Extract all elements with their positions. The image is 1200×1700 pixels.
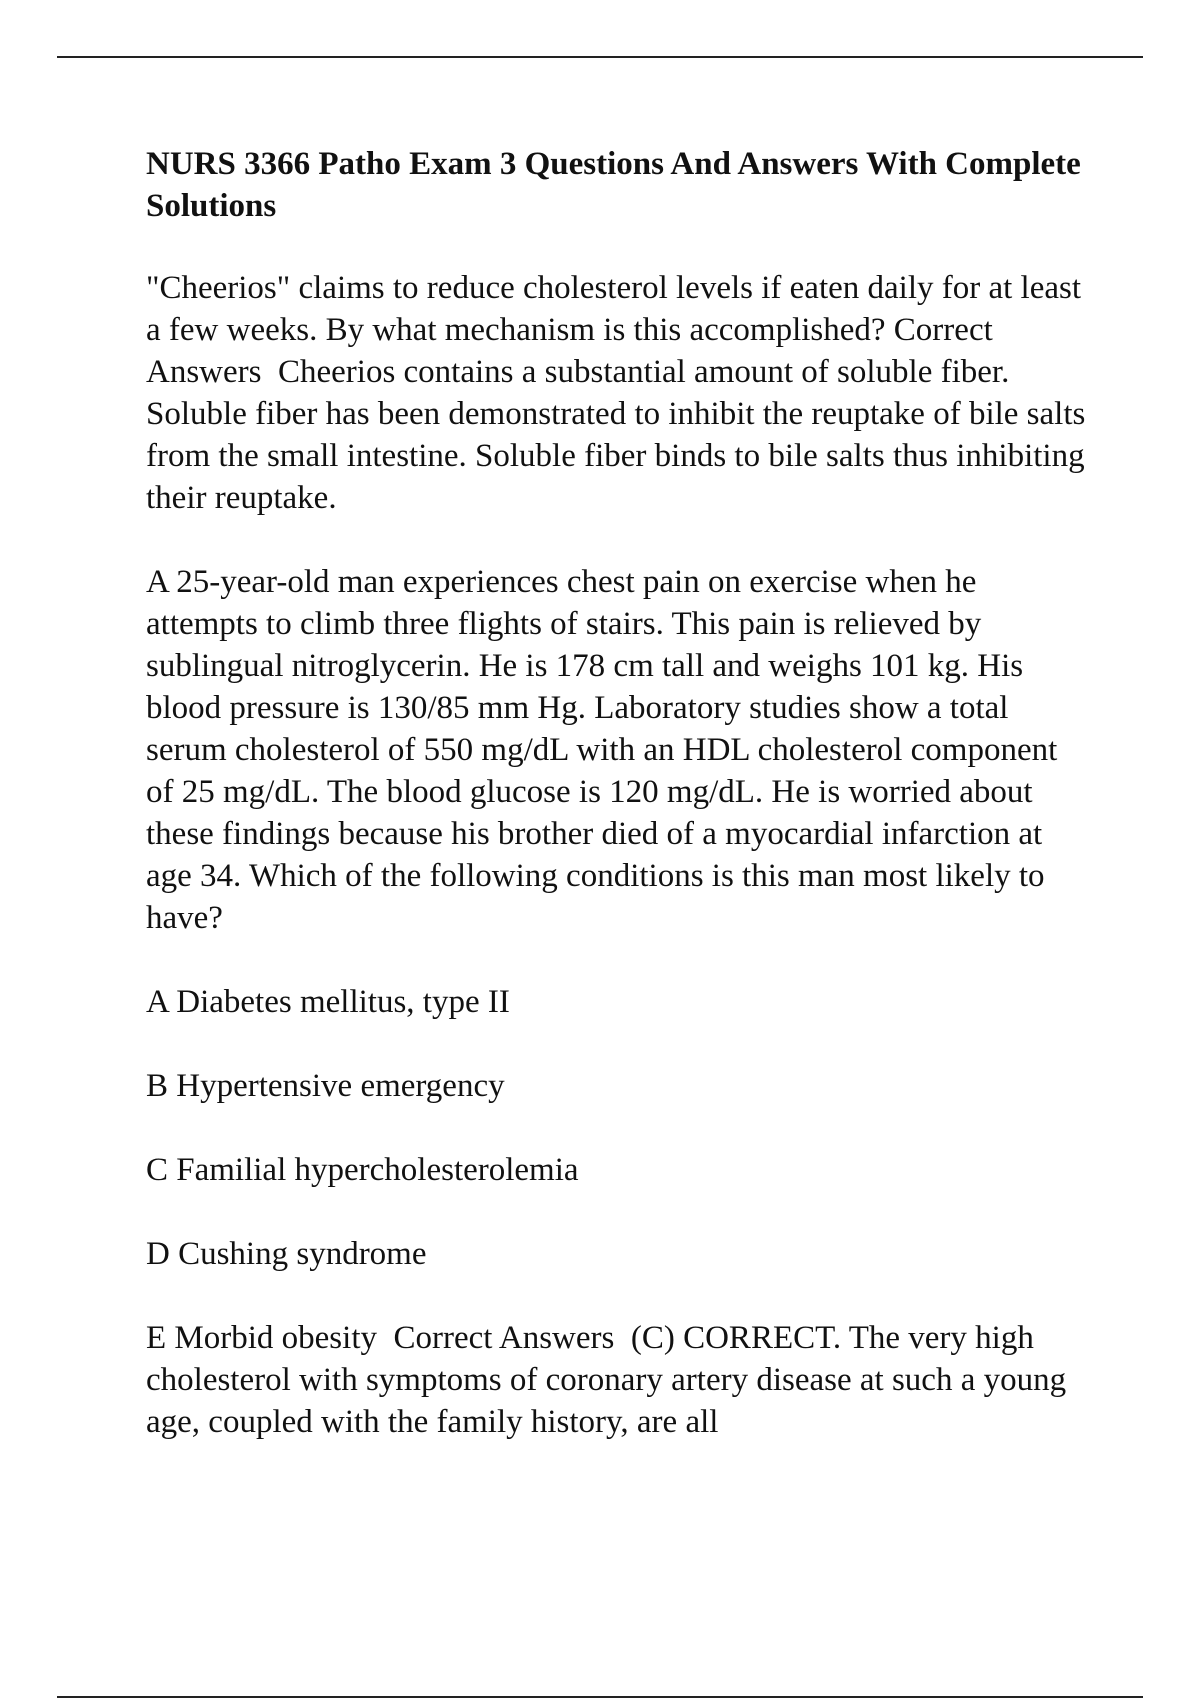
footer-rule: [57, 1696, 1143, 1698]
answer-option-a: A Diabetes mellitus, type II: [146, 984, 510, 1020]
answer-option-d: D Cushing syndrome: [146, 1236, 427, 1272]
document-title: NURS 3366 Patho Exam 3 Questions And Answers With Complete Solutions: [146, 146, 1081, 224]
answer-option-c: C Familial hypercholesterolemia: [146, 1152, 579, 1188]
answer-option-b: B Hypertensive emergency: [146, 1068, 505, 1104]
question-chest-pain-paragraph: A 25-year-old man experiences chest pain on exercise when he attempts to climb three flights of stairs. This pain is relieved by sublingual nitroglycerin. He is 178 cm tall and weighs 101 kg. His blood pressure is 130/85 mm Hg. Laboratory studies show a total serum cholesterol of 550 mg/dL with an HDL cholesterol component of 25 mg/dL. The blood glucose is 120 mg/dL. He is worried about these findings because his brother died of a myocardial infarction at age 34. Which of the following conditions is this man most likely to have?: [146, 564, 1066, 936]
answer-option-e-with-explanation: E Morbid obesity Correct Answers (C) CORRECT. The very high cholesterol with symptoms of coronary artery disease at such a young age, coupled with the family history, are all: [146, 1320, 1075, 1440]
question-cheerios-paragraph: "Cheerios" claims to reduce cholesterol levels if eaten daily for at least a few weeks. By what mechanism is this accomplished? Correct Answers Cheerios contains a substantial amount of soluble fiber. Soluble fiber has been demonstrated to inhibit the reuptake of bile salts from the small intestine. Soluble fiber binds to bile salts thus inhibiting their reuptake.: [146, 270, 1094, 516]
header-rule: [57, 56, 1143, 58]
document-body: [146, 143, 1094, 1443]
